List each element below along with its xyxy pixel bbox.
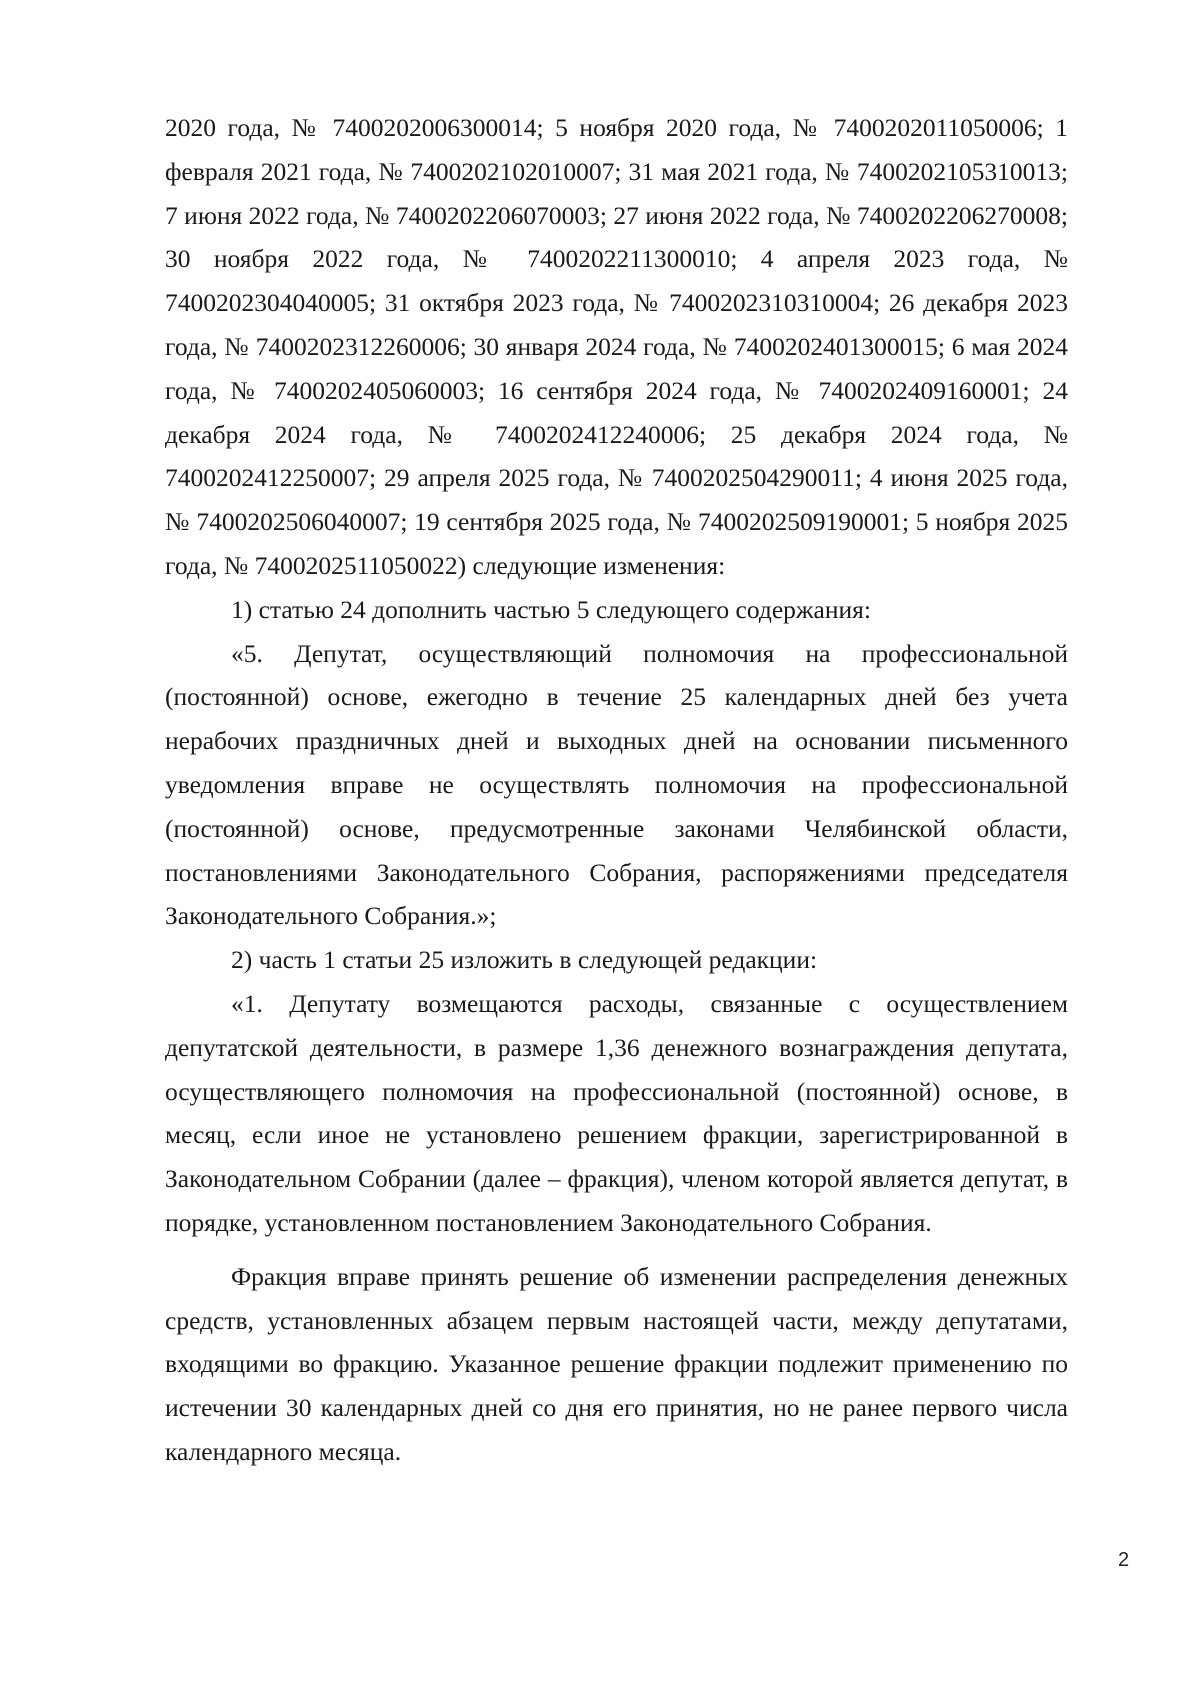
document-body — [165, 106, 1068, 1474]
paragraph-quote-part-1: «1. Депутату возмещаются расходы, связанные с осуществлением депутатской деятельности, в размере 1,36 денежного вознаграждения депутата, осуществляющего полномочия на профессиональной (постоянной) основе, в месяц, если иное не установлено решением фракции, зарегистрированной в Законодательном Собрании (далее – фракция), членом которой является депутат, в порядке, установленном постановлением Законодательного Собрания. — [165, 988, 1068, 1237]
paragraph-item-1: 1) статью 24 дополнить частью 5 следующего содержания: — [231, 594, 871, 624]
page-number: 2 — [1118, 1549, 1130, 1571]
paragraph-faction-decision: Фракция вправе принять решение об изменении распределения денежных средств, установленных абзацем первым настоящей части, между депутатами, входящими во фракцию. Указанное решение фракции подлежит применению по истечении 30 календарных дней со дня его принятия, но не ранее первого числа календарного месяца. — [165, 1261, 1068, 1466]
paragraph-continuation: 2020 года, № 7400202006300014; 5 ноября 2020 года, № 7400202011050006; 1 февраля 2021 года, № 7400202102010007; 31 мая 2021 года, № 7400202105310013; 7 июня 2022 года, № 7400202206070003; 27 июня 2022 года, № 7400202206270008; 30 ноября 2022 года, № 7400202211300010; 4 апреля 2023 года, № 7400202304040005; 31 октября 2023 года, № 7400202310310004; 26 декабря 2023 года, № 7400202312260006; 30 января 2024 года, № 7400202401300015; 6 мая 2024 года, № 7400202405060003; 16 сентября 2024 года, № 7400202409160001; 24 декабря 2024 года, № 7400202412240006; 25 декабря 2024 года, № 7400202412250007; 29 апреля 2025 года, № 7400202504290011; 4 июня 2025 года, № 7400202506040007; 19 сентября 2025 года, № 7400202509190001; 5 ноября 2025 года, № 7400202511050022) следующие изменения: — [165, 113, 1068, 580]
paragraph-quote-part-5: «5. Депутат, осуществляющий полномочия на профессиональной (постоянной) основе, ежегодно в течение 25 календарных дней без учета нерабочих праздничных дней и выходных дней на основании письменного уведомления вправе не осуществлять полномочия на профессиональной (постоянной) основе, предусмотренные законами Челябинской области, постановлениями Законодательного Собрания, распоряжениями председателя Законодательного Собрания.»; — [165, 638, 1068, 931]
paragraph-item-2: 2) часть 1 статьи 25 изложить в следующей редакции: — [231, 945, 818, 975]
